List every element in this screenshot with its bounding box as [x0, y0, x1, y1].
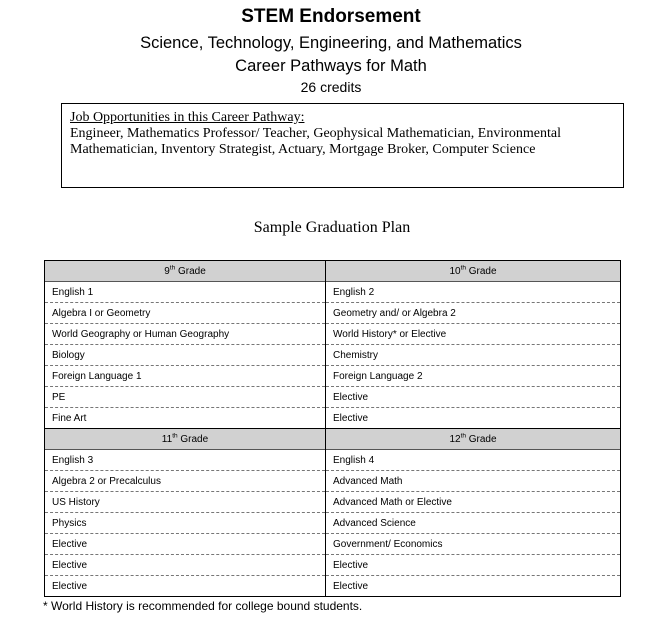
- course-row: Government/ Economics: [326, 534, 620, 555]
- course-row: English 2: [326, 282, 620, 303]
- grade-header-10: [326, 261, 620, 282]
- course-row: World History* or Elective: [326, 324, 620, 345]
- course-row: Chemistry: [326, 345, 620, 366]
- course-row: Elective: [45, 534, 325, 555]
- course-row: Elective: [45, 555, 325, 576]
- grade-header-9: [45, 261, 325, 282]
- course-row: Algebra 2 or Precalculus: [45, 471, 325, 492]
- course-row: US History: [45, 492, 325, 513]
- grade-label: Grade: [180, 434, 209, 445]
- grade-number: 10: [449, 266, 461, 277]
- course-row: Foreign Language 2: [326, 366, 620, 387]
- document-subtitle: Science, Technology, Engineering, and Mathematics: [140, 34, 522, 52]
- course-row: Biology: [45, 345, 325, 366]
- course-row: Geometry and/ or Algebra 2: [326, 303, 620, 324]
- course-row: Elective: [326, 387, 620, 408]
- job-opportunities-text: Engineer, Mathematics Professor/ Teacher, Geophysical Mathematician, Environmental Mathematician, Inventory Strategist, Actuary, Mortgage Broker, Computer Science: [70, 126, 561, 157]
- course-row: World Geography or Human Geography: [45, 324, 325, 345]
- course-row: Elective: [333, 581, 369, 592]
- course-row: Advanced Math: [326, 471, 620, 492]
- footnote: * World History is recommended for college bound students.: [43, 599, 363, 613]
- course-row: PE: [45, 387, 325, 408]
- grade-header-12: [326, 429, 620, 450]
- row-divider: [45, 428, 620, 429]
- course-row: Algebra I or Geometry: [45, 303, 325, 324]
- grade-suffix: th: [169, 264, 176, 272]
- grade-label: Grade: [468, 434, 497, 445]
- course-row: Elective: [52, 581, 88, 592]
- course-row: English 3: [45, 450, 325, 471]
- course-row: English 1: [45, 282, 325, 303]
- course-row: Elective: [326, 555, 620, 576]
- grade-suffix: th: [172, 432, 178, 440]
- credits-label: 26 credits: [300, 79, 362, 95]
- course-row: Elective: [333, 413, 369, 424]
- grade-label: Grade: [177, 266, 206, 277]
- grade-label: Grade: [468, 266, 497, 277]
- job-opportunities-box: [61, 103, 624, 188]
- course-row: Foreign Language 1: [45, 366, 325, 387]
- grade-suffix: th: [460, 264, 466, 272]
- graduation-plan-title: Sample Graduation Plan: [253, 219, 411, 236]
- course-row: Fine Art: [52, 413, 87, 424]
- graduation-plan-table: [44, 260, 621, 597]
- grade-number: 11: [161, 434, 173, 445]
- grade-number: 12: [449, 434, 461, 445]
- course-row: Advanced Math or Elective: [326, 492, 620, 513]
- job-opportunities-heading: Job Opportunities in this Career Pathway:: [70, 110, 305, 125]
- document-title: STEM Endorsement: [241, 6, 421, 27]
- grade-header-11: [45, 429, 325, 450]
- grade-number: 9: [164, 266, 170, 277]
- grade-suffix: th: [460, 432, 466, 440]
- pathway-title: Career Pathways for Math: [235, 57, 427, 75]
- course-row: English 4: [326, 450, 620, 471]
- course-row: Advanced Science: [326, 513, 620, 534]
- course-row: Physics: [45, 513, 325, 534]
